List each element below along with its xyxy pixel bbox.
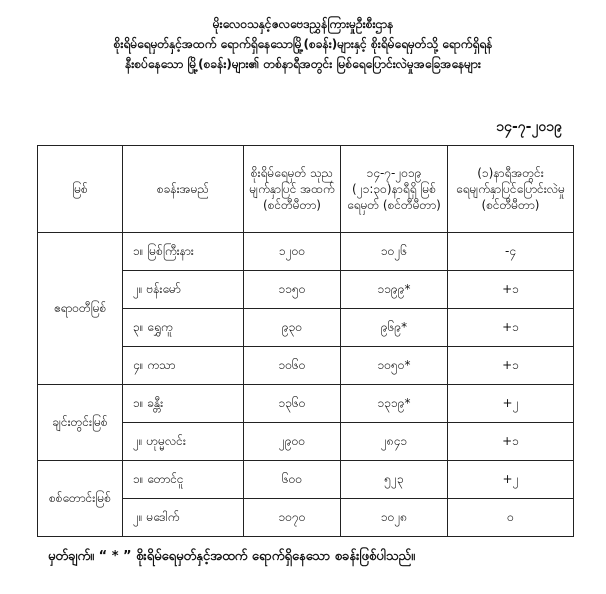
- station-cell: ၁။ ခန္တီး: [123, 385, 244, 423]
- header-current-level: ၁၄-၇-၂၀၁၉ (၂၁:၃၀)နာရီရှိ မြစ်ရေမှတ် (စင်တီမီတာ): [341, 146, 448, 233]
- footnote: မှတ်ချက်။ “ * ” စိုးရိမ်ရေမှတ်နှင့်အထက် ရောက်ရှိနေသော စခန်းဖြစ်ပါသည်။: [48, 549, 416, 564]
- hourly-change-cell: +၁: [448, 309, 574, 347]
- title-line-3: နီးစပ်နေသော မြို့(စခန်း)များ၏ တစ်နာရီအတွင်း မြစ်ရေပြောင်းလဲမှုအခြေအနေများ: [125, 57, 481, 71]
- current-level-cell: ၂၈၄၁: [341, 423, 448, 461]
- warning-level-cell: ၁၂၀၀: [244, 233, 341, 271]
- title-line-2: စိုးရိမ်ရေမှတ်နှင့်အထက် ရောက်ရှိနေသောမြို့(စခန်း)များနှင့် စိုးရိမ်ရေမှတ်သို့ ရောက်ရှိရန်: [113, 37, 493, 51]
- hourly-change-cell: -၄: [448, 233, 574, 271]
- warning-level-cell: ၆၀၀: [244, 461, 341, 499]
- current-level-cell: ၁၁၉၉*: [341, 271, 448, 309]
- current-level-cell: ၁၀၅၀*: [341, 347, 448, 385]
- river-name-cell: ချင်းတွင်းမြစ်: [38, 385, 123, 461]
- station-cell: ၁။ မြစ်ကြီးနား: [123, 233, 244, 271]
- current-level-cell: ၁၀၂၆: [341, 233, 448, 271]
- table-row: [38, 385, 574, 423]
- warning-level-cell: ၁၃၆၀: [244, 385, 341, 423]
- header-river: မြစ်: [38, 146, 123, 233]
- hourly-change-cell: +၂: [448, 385, 574, 423]
- table-row: [38, 461, 574, 499]
- current-level-cell: ၅၂၃: [341, 461, 448, 499]
- warning-level-cell: ၁၁၅၀: [244, 271, 341, 309]
- hourly-change-cell: +၁: [448, 347, 574, 385]
- station-cell: ၂။ မဒေါက်: [123, 499, 244, 537]
- warning-level-cell: ၁၀၆၀: [244, 347, 341, 385]
- station-cell: ၁။ တောင်ငူ: [123, 461, 244, 499]
- title-line-1: မိုးလေဝသနှင့်ဇလဗေဒညွှန်ကြားမှုဦးစီးဌာန: [212, 17, 394, 31]
- table-header-row: [38, 146, 574, 233]
- warning-level-cell: ၂၉၀၀: [244, 423, 341, 461]
- warning-level-cell: ၉၃၀: [244, 309, 341, 347]
- station-cell: ၂။ ဟုမ္မလင်း: [123, 423, 244, 461]
- station-cell: ၂။ ဗန်းမော်: [123, 271, 244, 309]
- report-date: ၁၄-၇-၂၀၁၉: [496, 119, 562, 135]
- current-level-cell: ၉၆၉*: [341, 309, 448, 347]
- warning-level-cell: ၁၀၇၀: [244, 499, 341, 537]
- hourly-change-cell: +၁: [448, 423, 574, 461]
- header-hourly-change: (၁)နာရီအတွင်း ရေမျက်နှာပြင်ပြောင်းလဲမှု (စင်တီမီတာ): [448, 146, 574, 233]
- header-warning-level: စိုးရိမ်ရေမှတ် သုညမျက်နှာပြင် အထက် (စင်တီမီတာ): [244, 146, 341, 233]
- current-level-cell: ၁၀၂၈: [341, 499, 448, 537]
- hourly-change-cell: +၂: [448, 461, 574, 499]
- hourly-change-cell: +၁: [448, 271, 574, 309]
- current-level-cell: ၁၃၁၉*: [341, 385, 448, 423]
- river-name-cell: ဧရာဝတီမြစ်: [38, 233, 123, 385]
- station-cell: ၃။ ရွှေကူ: [123, 309, 244, 347]
- header-station: စခန်းအမည်: [123, 146, 244, 233]
- river-name-cell: စစ်တောင်းမြစ်: [38, 461, 123, 537]
- document-title: [0, 14, 606, 74]
- table-row: [38, 233, 574, 271]
- station-cell: ၄။ ကသာ: [123, 347, 244, 385]
- river-level-table: [37, 145, 574, 537]
- hourly-change-cell: ၀: [448, 499, 574, 537]
